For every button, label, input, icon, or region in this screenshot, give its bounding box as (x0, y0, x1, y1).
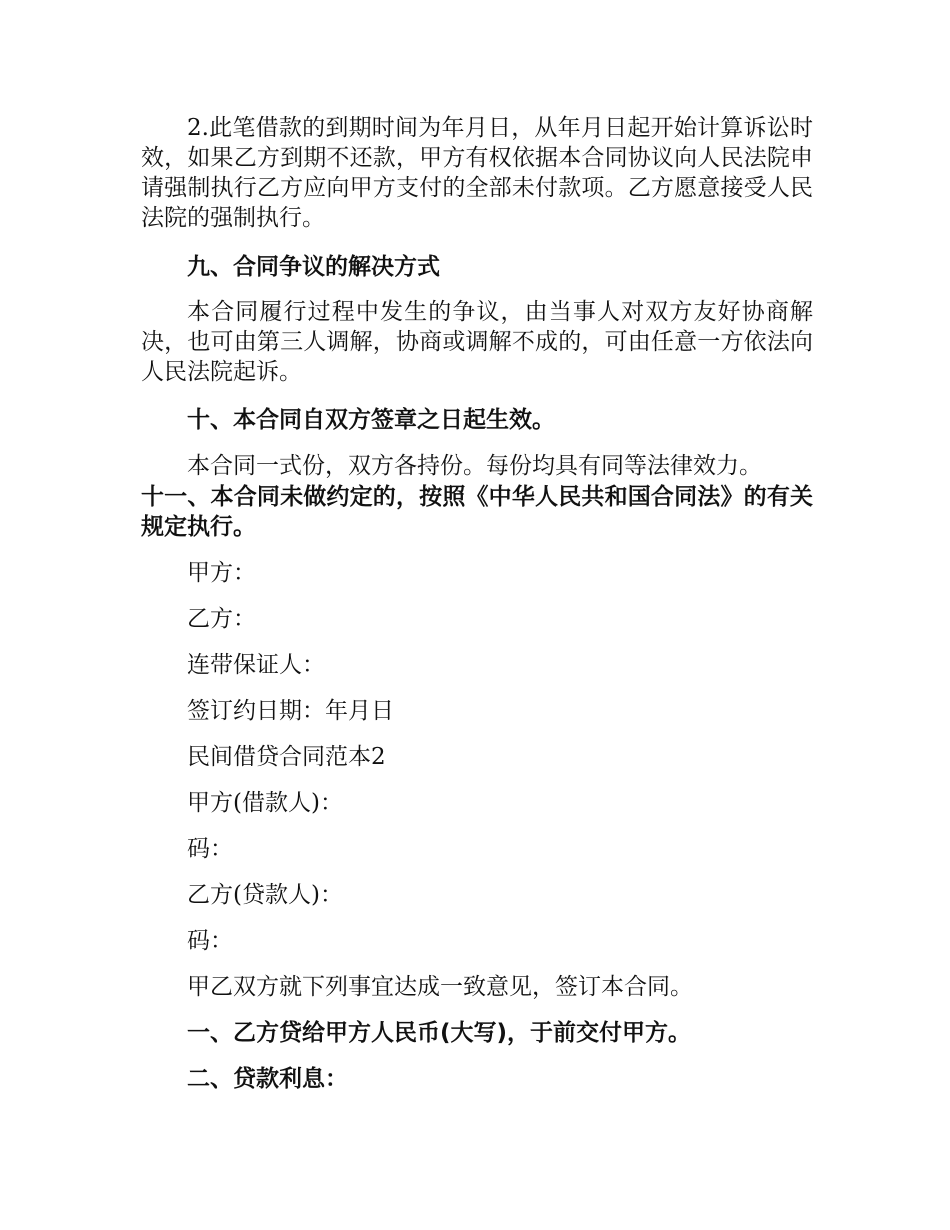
paragraph-loan-due-date: 2.此笔借款的到期时间为年月日，从年月日起开始计算诉讼时效，如果乙方到期不还款，甲方有权依据本合同协议向人民法院申请强制执行乙方应向甲方支付的全部未付款项。乙方愿意接受人民法院的强制执行。 (141, 115, 813, 231)
clause-loan-interest: 二、贷款利息： (187, 1066, 348, 1092)
paragraph-dispute-resolution: 本合同履行过程中发生的争议，由当事人对双方友好协商解决，也可由第三人调解，协商或调解不成的，可由任意一方依法向人民法院起诉。 (141, 299, 813, 385)
signature-guarantor: 连带保证人： (187, 652, 325, 678)
paragraph-copies-validity: 本合同一式份，双方各持份。每份均具有同等法律效力。 (187, 453, 762, 479)
sample-contract-title: 民间借贷合同范本2 (187, 744, 386, 770)
heading-dispute-resolution: 九、合同争议的解决方式 (187, 254, 440, 280)
clause-loan-amount: 一、乙方贷给甲方人民币(大写)，于前交付甲方。 (187, 1020, 692, 1046)
signature-party-b: 乙方： (187, 606, 256, 632)
agreement-intro: 甲乙双方就下列事宜达成一致意见，签订本合同。 (187, 974, 693, 1000)
borrower-field: 甲方(借款人)： (187, 790, 343, 816)
heading-effective-date: 十、本合同自双方签章之日起生效。 (187, 407, 555, 433)
borrower-code-field: 码： (187, 836, 233, 862)
lender-field: 乙方(贷款人)： (187, 882, 343, 908)
signature-date: 签订约日期：年月日 (187, 698, 394, 724)
signature-party-a: 甲方： (187, 560, 256, 586)
lender-code-field: 码： (187, 928, 233, 954)
heading-contract-law-reference: 十一、本合同未做约定的，按照《中华人民共和国合同法》的有关规定执行。 (141, 484, 813, 540)
